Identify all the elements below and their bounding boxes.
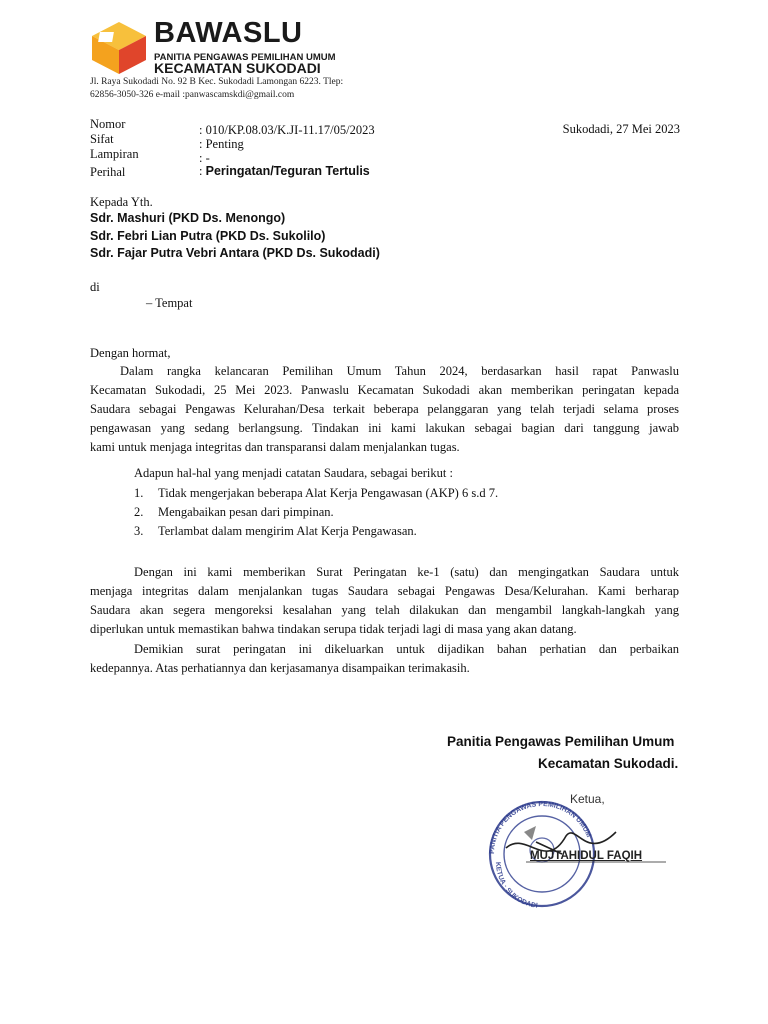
recipient-name: Sdr. Fajar Putra Vebri Antara (PKD Ds. Sukodadi) — [90, 246, 380, 260]
recipient-di: di — [90, 280, 100, 294]
lampiran-value: : - — [199, 151, 210, 165]
svg-text:KETUA · SUKODADI: KETUA · SUKODADI — [493, 861, 539, 910]
paragraph-2 — [90, 563, 679, 639]
list-number: 3. — [134, 524, 144, 538]
perihal-row — [199, 164, 370, 179]
list-item: Tidak mengerjakan beberapa Alat Kerja Pengawasan (AKP) 6 s.d 7. — [158, 486, 499, 500]
paragraph-3 — [90, 640, 679, 678]
paragraph-line: pengawasan yang sedang berlangsung. Tindakan ini kami lakukan sebagai bagian dari tanggung jawab — [90, 421, 679, 435]
sifat-value: : Penting — [199, 137, 244, 151]
signer-name: MUJTAHIDUL FAQIH — [530, 850, 643, 862]
signature-org-line-1: Panitia Pengawas Pemilihan Umum — [447, 734, 675, 749]
paragraph-line: Dengan ini kami memberikan Surat Peringatan ke-1 (satu) dan mengingatkan Saudara untuk — [134, 565, 679, 579]
recipient-name: Sdr. Febri Lian Putra (PKD Ds. Sukolilo) — [90, 229, 326, 243]
perihal-label: Perihal — [90, 165, 126, 179]
paragraph-1 — [90, 362, 679, 457]
address-line-2: 62856-3050-326 e-mail :panwascamskdi@gmail.com — [90, 90, 295, 100]
greeting: Dengan hormat, — [90, 346, 171, 360]
perihal-value: Peringatan/Teguran Tertulis — [205, 164, 370, 178]
recipient-salutation: Kepada Yth. — [90, 195, 153, 209]
paragraph-line: kami untuk menjaga integritas dan transparansi dalam menjalankan tugas. — [90, 440, 460, 454]
perihal-colon: : — [199, 164, 206, 178]
letter-date: Sukodadi, 27 Mei 2023 — [562, 122, 680, 136]
list-intro: Adapun hal-hal yang menjadi catatan Saudara, sebagai berikut : — [134, 466, 453, 480]
paragraph-line: Dalam rangka kelancaran Pemilihan Umum Tahun 2024, berdasarkan hasil rapat Panwaslu — [120, 364, 679, 378]
sifat-label: Sifat — [90, 132, 114, 146]
list-number: 2. — [134, 505, 144, 519]
svg-text:PANITIA PENGAWAS PEMILIHAN UMU: PANITIA PENGAWAS PEMILIHAN UMUM — [488, 800, 592, 855]
list-item: Terlambat dalam mengirim Alat Kerja Pengawasan. — [158, 524, 417, 538]
list-item: Mengabaikan pesan dari pimpinan. — [158, 505, 334, 519]
address-line-1: Jl. Raya Sukodadi No. 92 B Kec. Sukodadi Lamongan 6223. Tlep: — [90, 77, 344, 87]
paragraph-line: menjaga integritas dalam menjalankan tugas Saudara sebagai Pengawas Desa/Kelurahan. Kami berharap — [90, 584, 679, 598]
paragraph-line: kedepannya. Atas perhatiannya dan kerjasamanya disampaikan terimakasih. — [90, 661, 470, 675]
paragraph-line: diperlukan untuk memastikan bahwa tindakan serupa tidak terjadi lagi di masa yang akan datang. — [90, 622, 577, 636]
paragraph-line: Kecamatan Sukodadi, 25 Mei 2023. Panwaslu Kecamatan Sukodadi akan memberikan peringatan kepada — [90, 383, 679, 397]
lampiran-label: Lampiran — [90, 147, 139, 161]
paragraph-line: Demikian surat peringatan ini dikeluarkan untuk dijadikan bahan perhatian dan perbaikan — [134, 642, 679, 656]
paragraph-line: Saudara akan segera mengoreksi kesalahan yang telah dilakukan dan mengambil langkah-langkah yang — [90, 603, 679, 617]
org-unit: KECAMATAN SUKODADI — [154, 60, 321, 76]
nomor-label: Nomor — [90, 117, 126, 131]
paragraph-line: Saudara sebagai Pengawas Kelurahan/Desa terkait beberapa pelanggaran yang telah terjadi selama proses — [90, 402, 679, 416]
list-number: 1. — [134, 486, 144, 500]
signature-org-line-2: Kecamatan Sukodadi. — [538, 756, 679, 771]
recipient-name: Sdr. Mashuri (PKD Ds. Menongo) — [90, 211, 286, 225]
bawaslu-logo — [90, 20, 148, 76]
org-subtitle: PANITIA PENGAWAS PEMILIHAN UMUM — [154, 52, 336, 63]
signature-title: Ketua, — [570, 792, 605, 806]
nomor-value: : 010/KP.08.03/K.JI-11.17/05/2023 — [199, 123, 375, 137]
org-name: BAWASLU — [154, 17, 303, 49]
stamp-signature-area — [466, 792, 678, 910]
recipient-place: – Tempat — [146, 296, 193, 310]
